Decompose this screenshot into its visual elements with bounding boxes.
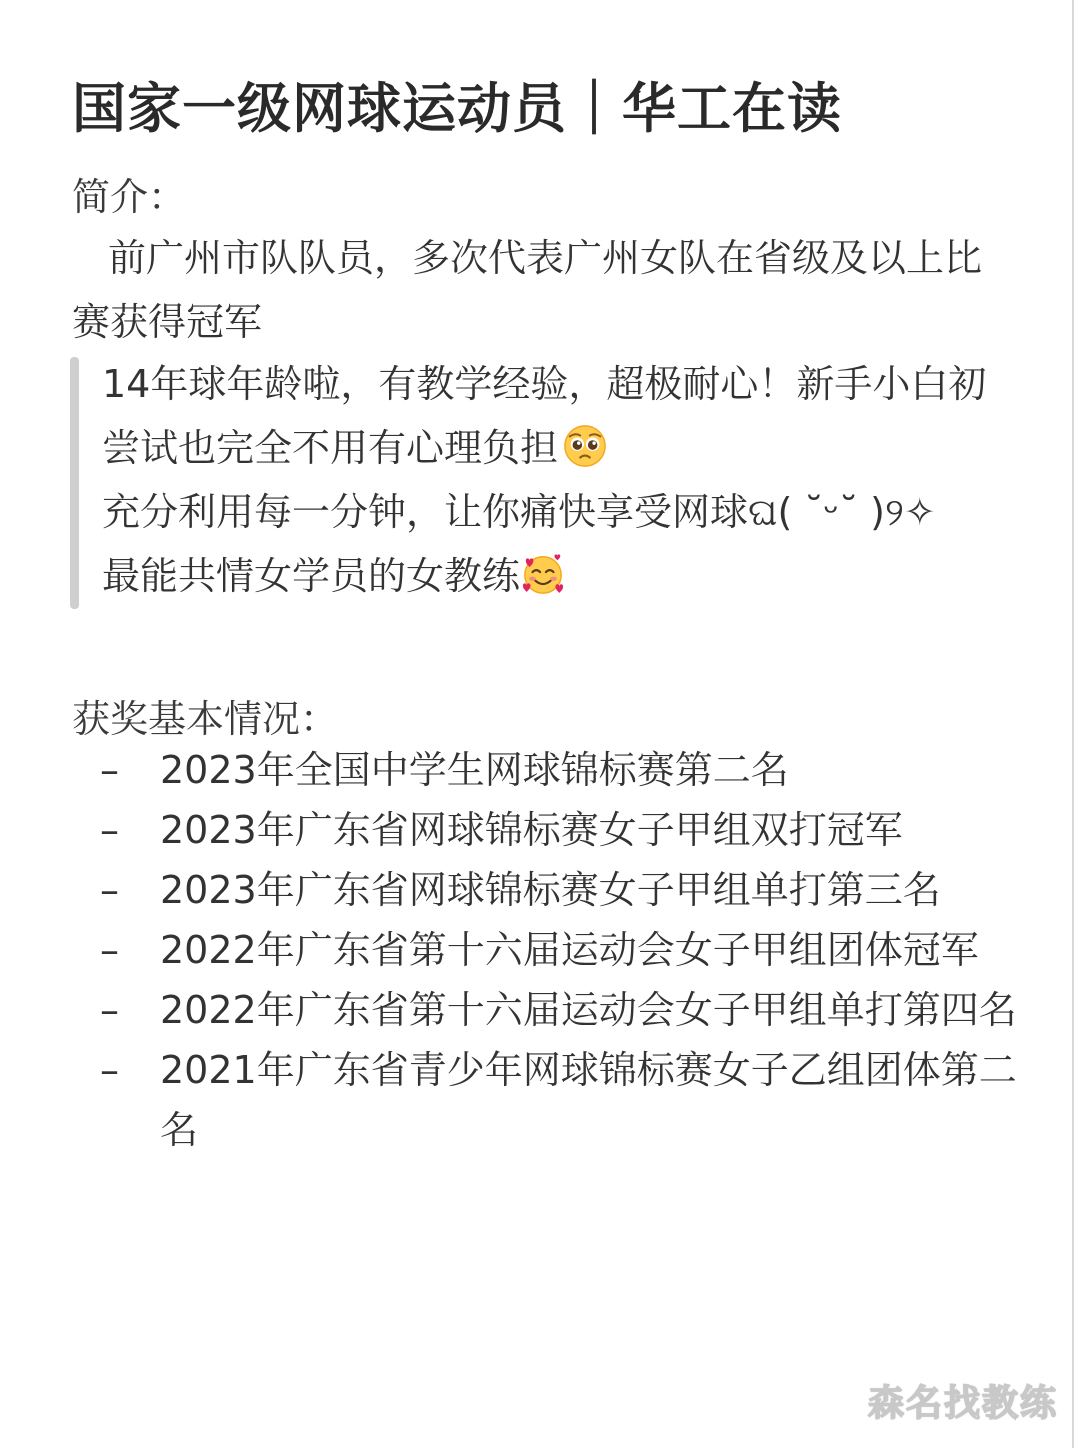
- list-item: [100, 980, 1020, 1040]
- list-bullet: –: [100, 808, 119, 852]
- quote-block: [102, 352, 1022, 608]
- quote-bar: [70, 357, 79, 609]
- right-edge-divider: [1072, 0, 1074, 1448]
- awards-label: 获奖基本情况：: [72, 697, 339, 741]
- pleading-face-icon: [562, 423, 608, 469]
- list-bullet: –: [100, 928, 119, 972]
- quote-line-1: [102, 352, 1022, 480]
- quote-line-1-text: 14年球年龄啦，有教学经验，超极耐心！新手小白初尝试也完全不用有心理负担: [102, 362, 987, 470]
- list-bullet: –: [100, 868, 119, 912]
- list-item: [100, 1040, 1020, 1160]
- list-bullet: –: [100, 1048, 119, 1092]
- award-text: 2023年全国中学生网球锦标赛第二名: [160, 748, 789, 792]
- award-text: 2022年广东省第十六届运动会女子甲组单打第四名: [160, 988, 1017, 1032]
- watermark: 森名找教练: [867, 1383, 1058, 1424]
- quote-line-3-text: 最能共情女学员的女教练: [102, 554, 521, 598]
- quote-line-2: 充分利用每一分钟，让你痛快享受网球ଘ( ˘ᵕ˘ )୨✧: [102, 490, 936, 534]
- list-item: [100, 860, 1020, 920]
- list-item: [100, 800, 1020, 860]
- list-item: [100, 740, 1020, 800]
- list-bullet: –: [100, 748, 119, 792]
- awards-list: [100, 740, 1020, 1160]
- page-title: 国家一级网球运动员｜华工在读: [72, 77, 842, 140]
- intro-label: 简介：: [72, 175, 187, 219]
- quote-line-3: [102, 544, 1022, 608]
- award-text: 2021年广东省青少年网球锦标赛女子乙组团体第二名: [160, 1048, 1017, 1152]
- smiling-face-with-hearts-icon: [520, 551, 566, 597]
- award-text: 2022年广东省第十六届运动会女子甲组团体冠军: [160, 928, 979, 972]
- list-item: [100, 920, 1020, 980]
- intro-text-block: [72, 226, 1002, 354]
- award-text: 2023年广东省网球锦标赛女子甲组双打冠军: [160, 808, 903, 852]
- list-bullet: –: [100, 988, 119, 1032]
- award-text: 2023年广东省网球锦标赛女子甲组单打第三名: [160, 868, 941, 912]
- intro-text: 前广州市队队员，多次代表广州女队在省级及以上比赛获得冠军: [72, 236, 983, 344]
